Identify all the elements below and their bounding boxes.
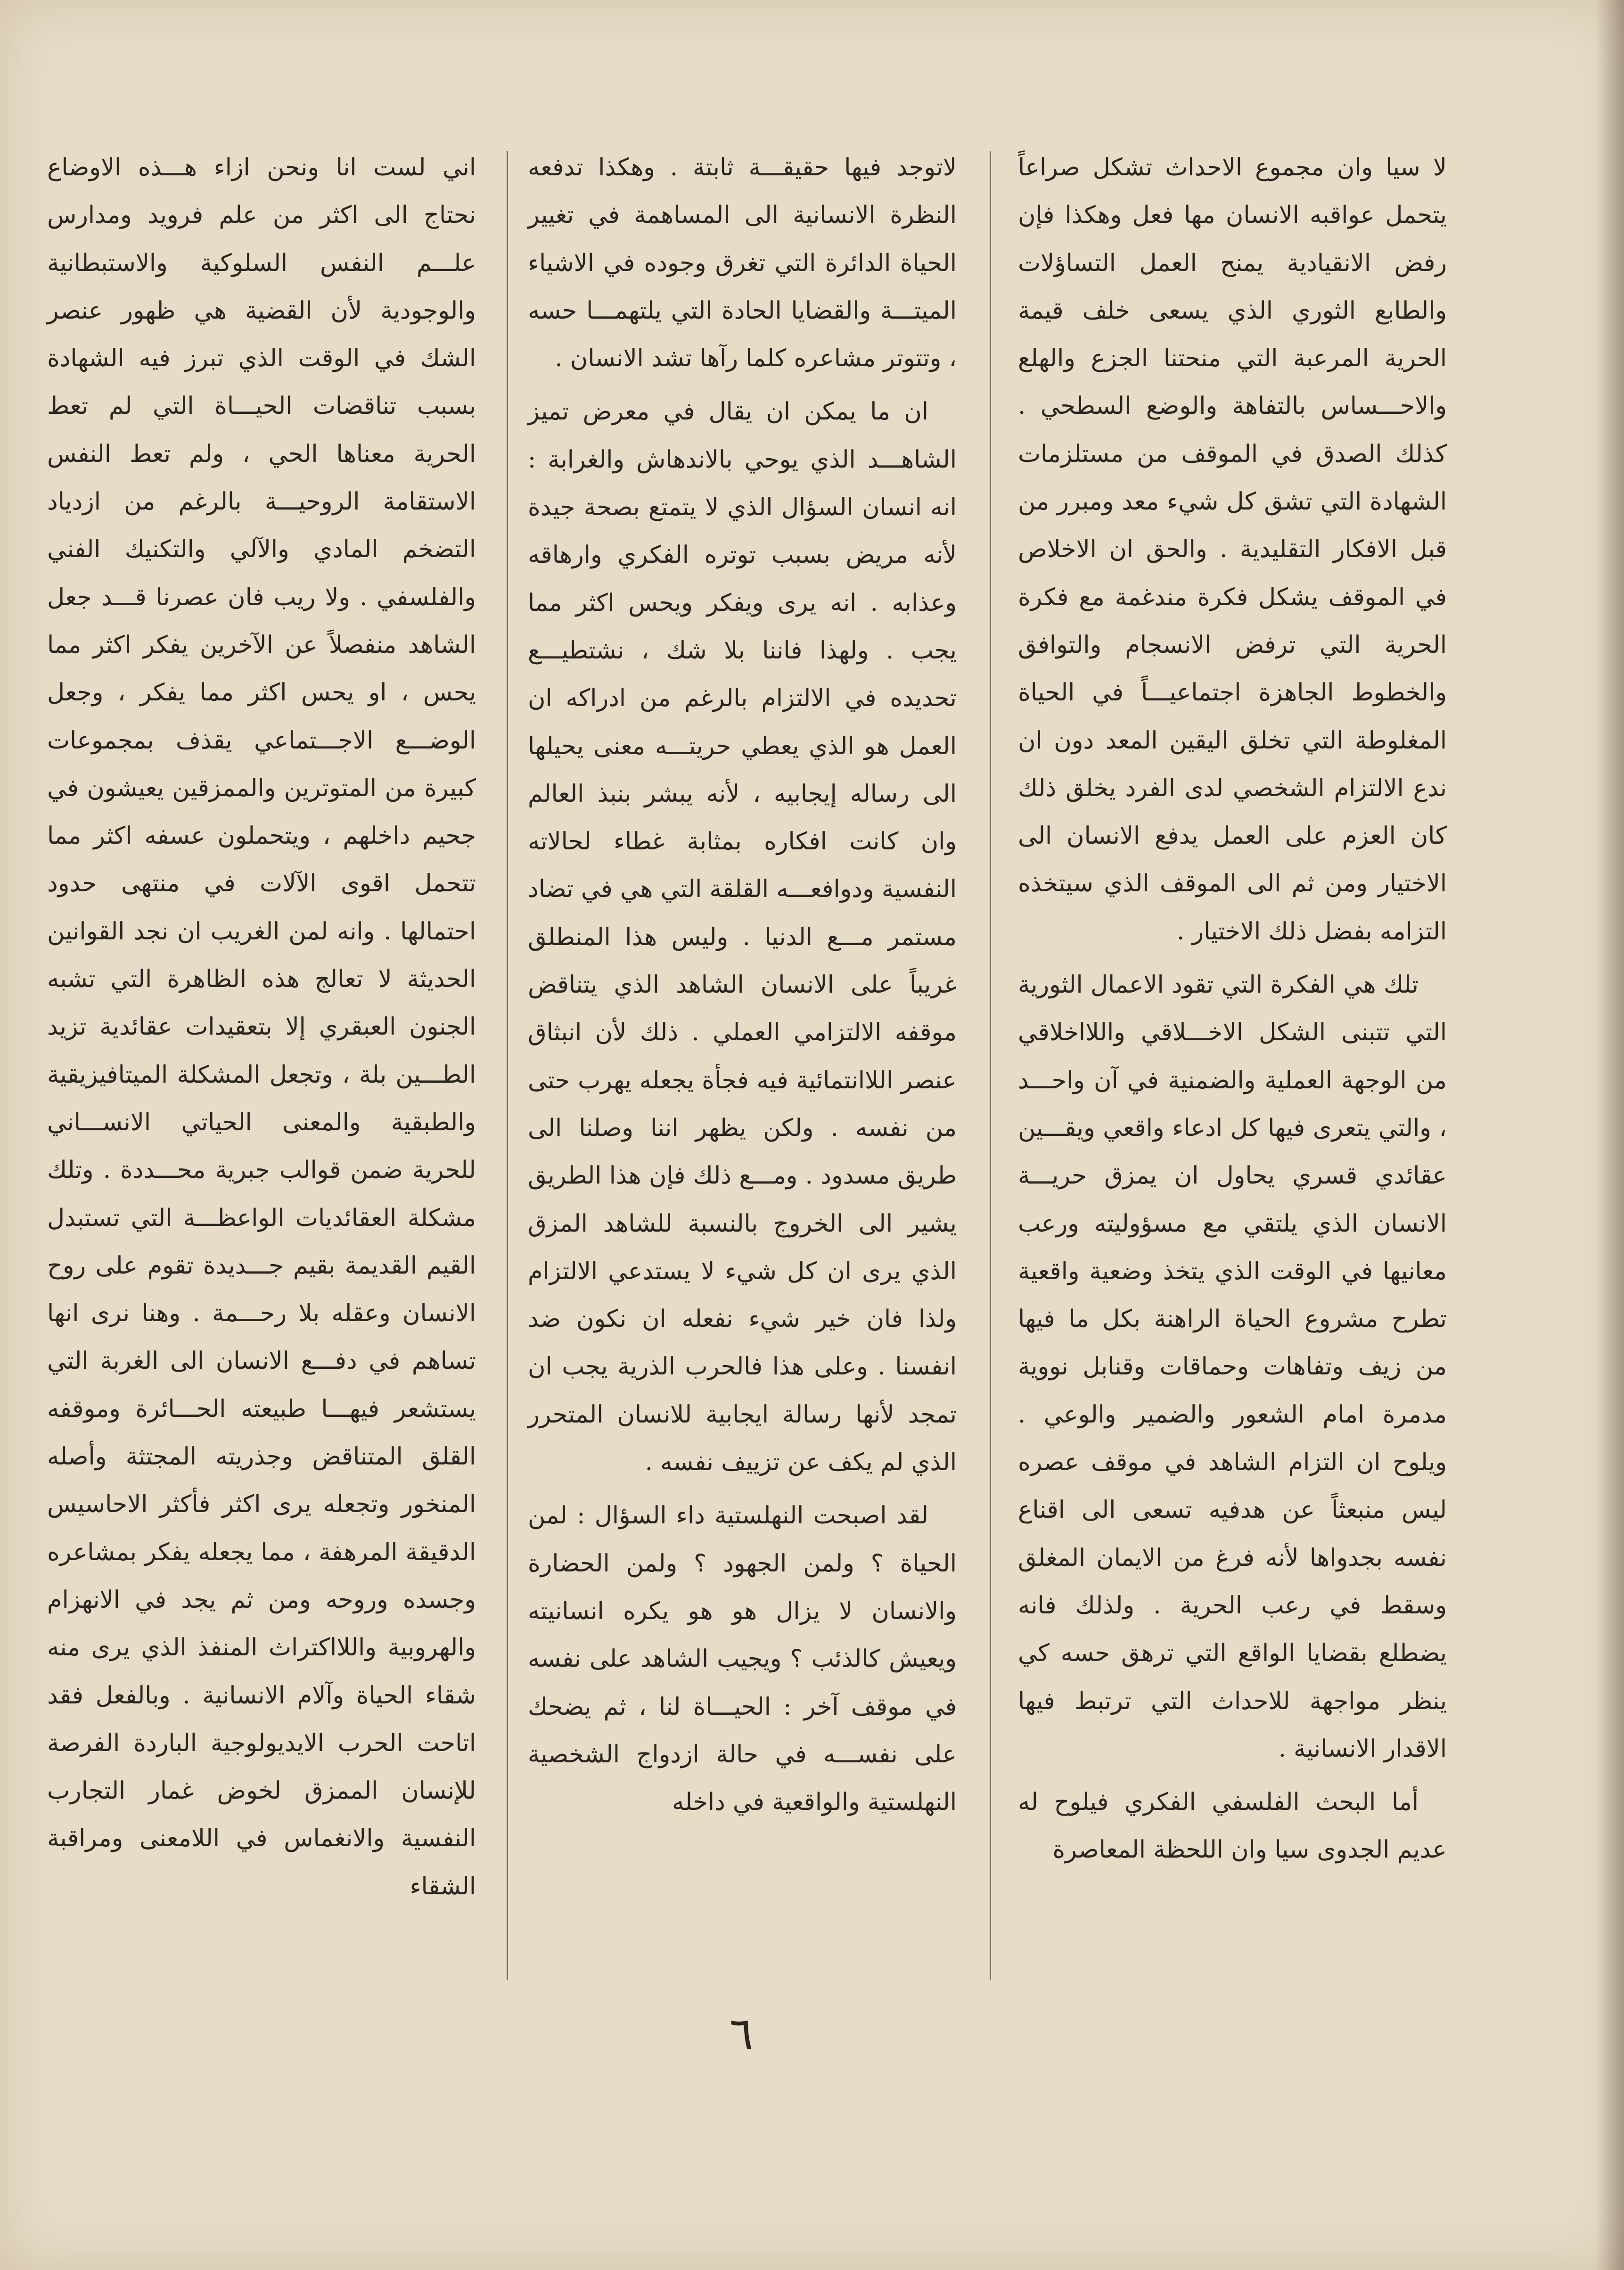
paragraph: اني لست انا ونحن ازاء هـــذه الاوضاع نحتاج الى اكثر من علم فرويد ومدارس علـــم النفس السلوكية والاستبطانية والوجودية لأن القضية هي ظهور عنصر الشك في الوقت الذي تبرز فيه الشهادة بسبب تناقضات الحيـــاة التي لم تعط الحرية معناها الحي ، ولم تعط النفس الاستقامة الروحيـــة بالرغم من ازدياد التضخم المادي والآلي والتكنيك الفني والفلسفي . ولا ريب فان عصرنا قـــد جعل الشاهد منفصلاً عن الآخرين يفكر اكثر مما يحس ، او يحس اكثر مما يفكر ، وجعل الوضـــع الاجـــتماعي يقذف بمجموعات كبيرة من المتوترين والممزقين يعيشون في جحيم داخلهم ، ويتحملون عسفه اكثر مما تتحمل اقوى الآلات في منتهى حدود احتمالها . وانه لمن الغريب ان نجد القوانين الحديثة لا تعالج هذه الظاهرة التي تشبه الجنون العبقري إلا بتعقيدات عقائدية تزيد الطـــين بلة ، وتجعل المشكلة الميتافيزيقية والطبقية والمعنى الحياتي الانســـاني للحرية ضمن قوالب جبرية محـــددة . وتلك مشكلة العقائديات الواعظـــة التي تستبدل القيم القديمة بقيم جـــديدة تقوم على روح الانسان وعقله بلا رحـــمة . وهنا نرى انها تساهم في دفـــع الانسان الى الغربة التي يستشعر فيهـــا طبيعته الحـــائرة وموقفه القلق المتناقض وجذريته المجتثة وأصله المنخور وتجعله يرى اكثر فأكثر الاحاسيس الدقيقة المرهفة ، مما يجعله يفكر بمشاعره وجسده وروحه ومن ثم يجد في الانهزام والهروبية واللااكتراث المنفذ الذي يرى منه شقاء الحياة وآلام الانسانية . وبالفعل فقد اتاحت الحرب الايديولوجية الباردة الفرصة للإنسان الممزق لخوض غمار التجارب النفسية والانغماس في اللامعنى ومراقبة الشقاء bbox=[47, 154, 476, 1900]
paragraph: تلك هي الفكرة التي تقود الاعمال الثورية التي تتبنى الشكل الاخـــلاقي واللااخلاقي من الوجهة العملية والضمنية في آن واحـــد ، والتي يتعرى فيها كل ادعاء واقعي ويقـــين عقائدي قسري يحاول ان يمزق حريـــة الانسان الذي يلتقي مع مسؤوليته ورعب معانيها في الوقت الذي يتخذ وضعية واقعية تطرح مشروع الحياة الراهنة بكل ما فيها من زيف وتفاهات وحماقات وقنابل نووية مدمرة امام الشعور والضمير والوعي . ويلوح ان التزام الشاهد في موقف عصره ليس منبعثاً عن هدفيه تسعى الى اقناع نفسه بجدواها لأنه فرغ من الايمان المغلق وسقط في رعب الحرية . ولذلك فانه يضطلع بقضايا الواقع التي ترهق حسه كي ينظر مواجهة للاحداث التي ترتبط فيها الاقدار الانسانية . bbox=[1018, 971, 1447, 1763]
paragraph: لقد اصبحت النهلستية داء السؤال : لمن الحياة ؟ ولمن الجهود ؟ ولمن الحضارة والانسان لا يزال هو هو يكره انسانيته ويعيش كالذئب ؟ ويجيب الشاهد على نفسه في موقف آخر : الحيـــاة لنا ، ثم يضحك على نفســـه في حالة ازدواج الشخصية النهلستية والواقعية في داخله bbox=[528, 1502, 957, 1817]
paragraph: أما البحث الفلسفي الفكري فيلوح له عديم الجدوى سيا وان اللحظة المعاصرة bbox=[1018, 1788, 1447, 1864]
text-column-middle bbox=[528, 144, 957, 1826]
page-number: ٦ bbox=[729, 2008, 754, 2060]
text-column-left bbox=[47, 144, 476, 1910]
column-divider-right bbox=[990, 151, 991, 1980]
text-column-right bbox=[1018, 144, 1447, 1874]
paragraph: لاتوجد فيها حقيقـــة ثابتة . وهكذا تدفعه النظرة الانسانية الى المساهمة في تغيير الحياة الدائرة التي تغرق وجوده في الاشياء الميتـــة والقضايا الحادة التي يلتهمـــا حسه ، وتتوتر مشاعره كلما رآها تشد الانسان . bbox=[528, 154, 957, 373]
paragraph: ان ما يمكن ان يقال في معرض تميز الشاهـــد الذي يوحي بالاندهاش والغرابة : انه انسان السؤال الذي لا يتمتع بصحة جيدة لأنه مريض بسبب توتره الفكري وارهاقه وعذابه . انه يرى ويفكر ويحس اكثر مما يجب . ولهذا فاننا بلا شك ، نشتطيـــع تحديده في الالتزام بالرغم من ادراكه ان العمل هو الذي يعطي حريتـــه معنى يحيلها الى رساله إيجابيه ، لأنه يبشر بنبذ العالم وان كانت افكاره بمثابة غطاء لحالاته النفسية ودوافعـــه القلقة التي هي في تضاد مستمر مـــع الدنيا . وليس هذا المنطلق غريباً على الانسان الشاهد الذي يتناقض موقفه الالتزامي العملي . ذلك لأن انبثاق عنصر اللاانتمائية فيه فجأة يجعله يهرب حتى من نفسه . ولكن يظهر اننا وصلنا الى طريق مسدود . ومـــع ذلك فإن هذا الطريق يشير الى الخروج بالنسبة للشاهد المزق الذي يرى ان كل شيء لا يستدعي الالتزام ولذا فان خير شيء نفعله ان نكون ضد انفسنا . وعلى هذا فالحرب الذرية يجب ان تمجد لأنها رسالة ايجابية للانسان المتحرر الذي لم يكف عن تزييف نفسه . bbox=[528, 398, 957, 1477]
paragraph: لا سيا وان مجموع الاحداث تشكل صراعاً يتحمل عواقبه الانسان مها فعل وهكذا فإن رفض الانقيادية يمنح العمل التساؤلات والطابع الثوري الذي يسعى خلف قيمة الحرية المرعبة التي منحتنا الجزع والهلع والاحـــساس بالتفاهة والوضع السطحي . كذلك الصدق في الموقف من مستلزمات الشهادة التي تشق كل شيء معد ومبرر من قبل الافكار التقليدية . والحق ان الاخلاص في الموقف يشكل فكرة مندغمة مع فكرة الحرية التي ترفض الانسجام والتوافق والخطوط الجاهزة اجتماعيـــاً في الحياة المغلوطة التي تخلق اليقين المعد دون ان ندع الالتزام الشخصي لدى الفرد يخلق ذلك كان العزم على العمل يدفع الانسان الى الاختيار ومن ثم الى الموقف الذي سيتخذه التزامه بفضل ذلك الاختيار . bbox=[1018, 154, 1447, 946]
page-edge-shadow bbox=[1596, 0, 1624, 2270]
column-divider-left bbox=[507, 151, 508, 1980]
